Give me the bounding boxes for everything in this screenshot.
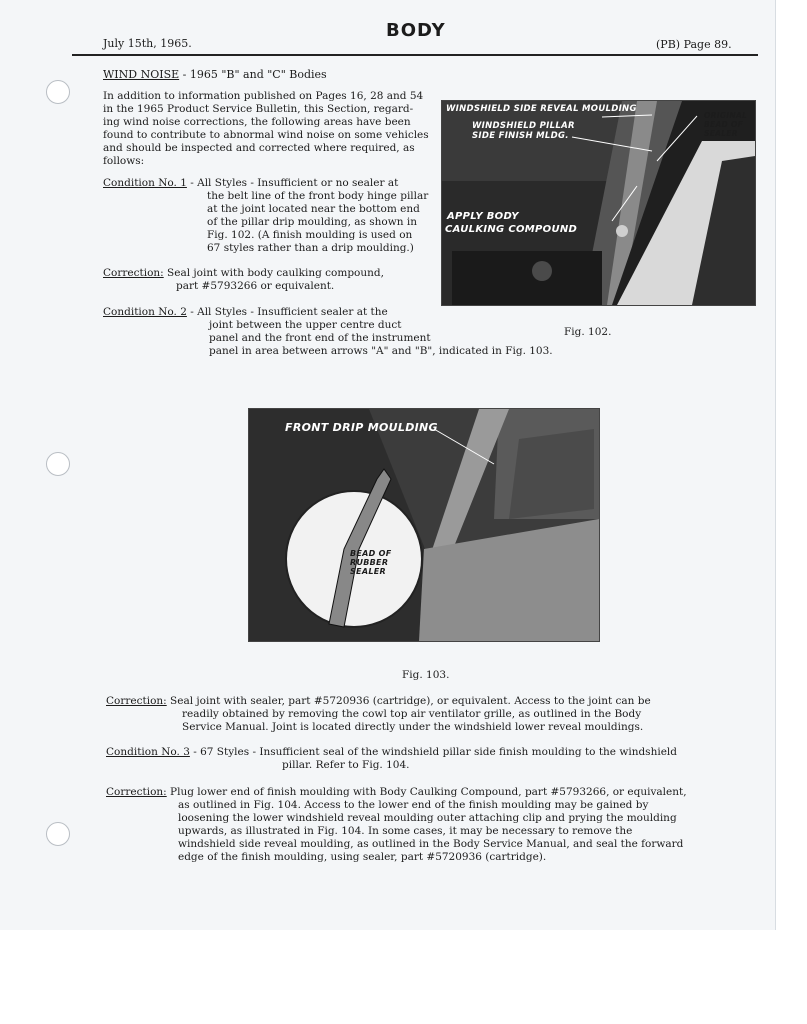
- label-pillar-line2: SIDE FINISH MLDG.: [472, 131, 569, 141]
- condition-2-line: panel in area between arrows "A" and "B", indicated in Fig. 103.: [209, 345, 553, 357]
- label-bead-line3: SEALER: [350, 567, 386, 576]
- correction-3-first-line: Correction: Plug lower end of finish moulding with Body Caulking Compound, part #5793266, or equivalent,: [106, 786, 687, 798]
- label-bead-rubber-sealer: [350, 549, 392, 576]
- label-original-line2: BEAD OF: [704, 120, 744, 129]
- label-original-line1: ORIGINAL: [704, 111, 748, 120]
- condition-1-first-line: Condition No. 1 - All Styles - Insufficient or no sealer at: [103, 177, 399, 189]
- section-heading: WIND NOISE - 1965 "B" and "C" Bodies: [103, 68, 327, 81]
- page-number: (PB) Page 89.: [656, 38, 732, 51]
- condition-3-first-line: Condition No. 3 - 67 Styles - Insufficient seal of the windshield pillar side finish moulding to the windshield: [106, 746, 677, 758]
- label-bead-line2: RUBBER: [350, 558, 389, 567]
- condition-1-line: Fig. 102. (A finish moulding is used on: [207, 229, 413, 241]
- header-date: July 15th, 1965.: [103, 37, 192, 50]
- figure-103-caption: Fig. 103.: [402, 669, 450, 681]
- correction-2-line: readily obtained by removing the cowl top air ventilator grille, as outlined in the Body: [182, 708, 642, 720]
- correction-2-line: Service Manual. Joint is located directly under the windshield lower reveal mouldings.: [182, 721, 644, 733]
- label-bead-line1: BEAD OF: [350, 549, 392, 558]
- condition-3-line: pillar. Refer to Fig. 104.: [282, 759, 410, 771]
- correction-3-line: edge of the finish moulding, using sealer, part #5720936 (cartridge).: [178, 851, 547, 863]
- intro-line: in the 1965 Product Service Bulletin, this Section, regard-: [103, 103, 414, 115]
- condition-1-line: at the joint located near the bottom end: [207, 203, 420, 215]
- correction-3-line: upwards, as illustrated in Fig. 104. In some cases, it may be necessary to remove the: [178, 825, 633, 837]
- correction-3-line: windshield side reveal moulding, as outlined in the Body Service Manual, and seal the forward: [178, 838, 684, 850]
- figure-103-photo: [248, 408, 600, 642]
- condition-2-line: panel and the front end of the instrument: [209, 332, 431, 344]
- condition-1-line: the belt line of the front body hinge pillar: [207, 190, 429, 202]
- label-windshield-side-reveal: WINDSHIELD SIDE REVEAL MOULDING: [446, 104, 637, 114]
- intro-line: and should be inspected and corrected where required, as: [103, 142, 415, 154]
- front-drip-moulding-illustration: [249, 409, 599, 641]
- binder-hole: [46, 452, 70, 476]
- correction-3-line: as outlined in Fig. 104. Access to the lower end of the finish moulding may be gained by: [178, 799, 649, 811]
- correction-3-line: loosening the lower windshield reveal moulding outer attaching clip and prying the moulding: [178, 812, 677, 824]
- binder-hole: [46, 80, 70, 104]
- header-rule: [72, 54, 758, 56]
- intro-line: In addition to information published on Pages 16, 28 and 54: [103, 90, 424, 102]
- label-front-drip: FRONT DRIP MOULDING: [285, 421, 438, 434]
- correction-1-first-line: Correction: Seal joint with body caulking compound,: [103, 267, 384, 279]
- label-pillar-line1: WINDSHIELD PILLAR: [472, 121, 575, 131]
- correction-1-line: part #5793266 or equivalent.: [176, 280, 335, 292]
- label-original-line3: SEALER: [704, 129, 738, 138]
- figure-102-photo: [441, 100, 756, 306]
- condition-1-line: 67 styles rather than a drip moulding.): [207, 242, 414, 254]
- figure-102-caption: Fig. 102.: [564, 326, 612, 338]
- intro-line: ing wind noise corrections, the following areas have been: [103, 116, 411, 128]
- condition-2-line: joint between the upper centre duct: [209, 319, 402, 331]
- condition-2-first-line: Condition No. 2 - All Styles - Insufficient sealer at the: [103, 306, 388, 318]
- binder-hole: [46, 822, 70, 846]
- label-apply-line2: CAULKING COMPOUND: [445, 224, 578, 235]
- intro-line: found to contribute to abnormal wind noise on some vehicles: [103, 129, 429, 141]
- label-original-sealer: [704, 111, 747, 138]
- condition-1-line: of the pillar drip moulding, as shown in: [207, 216, 417, 228]
- label-apply-line1: APPLY BODY: [447, 211, 519, 222]
- page-title: BODY: [386, 20, 446, 41]
- correction-2-first-line: Correction: Seal joint with sealer, part #5720936 (cartridge), or equivalent. Access to the joint can be: [106, 695, 651, 707]
- intro-line: follows:: [103, 155, 145, 167]
